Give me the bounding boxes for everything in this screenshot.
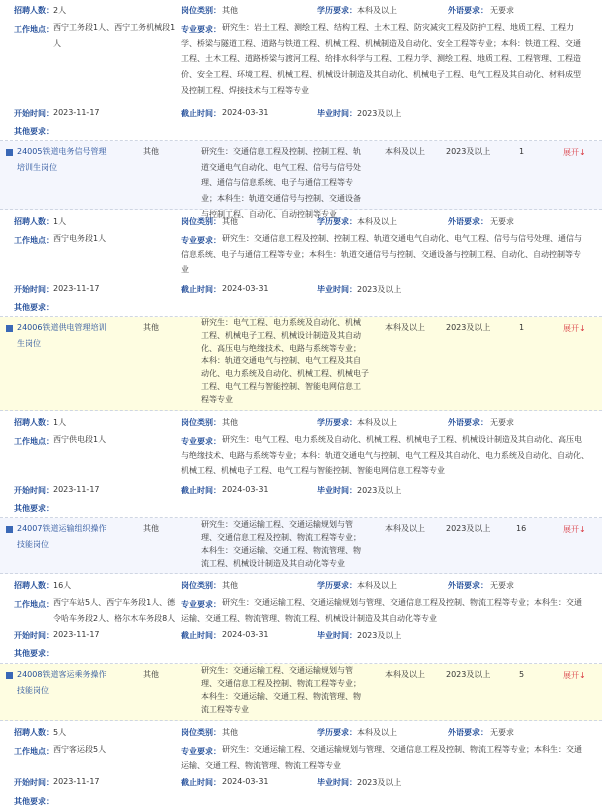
position-count: 5	[519, 670, 525, 679]
expand-button[interactable]: 展开↓	[563, 324, 586, 333]
post-category-value: 其他	[222, 217, 238, 226]
post-category-value: 其他	[222, 6, 238, 15]
hire-count-value: 1人	[53, 217, 67, 226]
work-location-label: 工作地点：	[14, 25, 54, 34]
education-value: 本科及以上	[357, 418, 397, 427]
end-time-value: 2024-03-31	[222, 777, 269, 786]
graduation-value: 2023及以上	[357, 486, 402, 495]
position-row[interactable]	[0, 317, 602, 411]
position-education: 本科及以上	[385, 670, 425, 679]
graduation-label: 毕业时间：	[317, 285, 357, 294]
post-category-label: 岗位类别：	[181, 581, 221, 590]
bullet-icon	[6, 672, 13, 679]
major-label: 专业要求：	[181, 600, 221, 609]
expand-button[interactable]: 展开↓	[563, 671, 586, 680]
foreign-language-value: 无要求	[490, 728, 514, 737]
other-label: 其他要求：	[14, 504, 54, 513]
position-name[interactable]: 24007铁道运输组织操作 技能岗位	[17, 524, 107, 549]
hire-count-label: 招聘人数：	[14, 418, 54, 427]
major-label: 专业要求：	[181, 25, 221, 34]
post-category-value: 其他	[222, 418, 238, 427]
position-category: 其他	[143, 147, 159, 156]
end-time-label: 截止时间：	[181, 486, 221, 495]
end-time-value: 2024-03-31	[222, 485, 269, 494]
position-education: 本科及以上	[385, 323, 425, 332]
hire-count-value: 1人	[53, 418, 67, 427]
education-value: 本科及以上	[357, 6, 397, 15]
position-summary: 研究生：交通运输工程、交通运输规划与管 理、交通信息工程及控制、物流工程等专业； 本科生：交通运输、交通工程、物流管理、物 流工程、机械设计制造及其自动化等专业	[201, 520, 361, 568]
education-value: 本科及以上	[357, 217, 397, 226]
work-location-label: 工作地点：	[14, 747, 54, 756]
work-location-value: 西宁车站5人、西宁车务段1人、德 令哈车务段2人、格尔木车务段8人	[53, 598, 176, 623]
major-label: 专业要求：	[181, 437, 221, 446]
education-label: 学历要求：	[317, 418, 357, 427]
education-label: 学历要求：	[317, 728, 357, 737]
position-education: 本科及以上	[385, 147, 425, 156]
foreign-language-value: 无要求	[490, 217, 514, 226]
position-category: 其他	[143, 524, 159, 533]
hire-count-value: 16人	[53, 581, 72, 590]
hire-count-value: 2人	[53, 6, 67, 15]
start-time-value: 2023-11-17	[53, 630, 100, 639]
hire-count-value: 5人	[53, 728, 67, 737]
detail-panel	[0, 574, 602, 664]
bullet-icon	[6, 526, 13, 533]
end-time-value: 2024-03-31	[222, 284, 269, 293]
position-count: 1	[519, 323, 525, 332]
hire-count-label: 招聘人数：	[14, 217, 54, 226]
graduation-value: 2023及以上	[357, 109, 402, 118]
post-category-label: 岗位类别：	[181, 418, 221, 427]
start-time-label: 开始时间：	[14, 778, 54, 787]
end-time-label: 截止时间：	[181, 631, 221, 640]
start-time-label: 开始时间：	[14, 631, 54, 640]
position-name[interactable]: 24005铁道电务信号管理 培训生岗位	[17, 147, 107, 172]
work-location-value: 西宁电务段1人	[53, 234, 107, 243]
post-category-value: 其他	[222, 728, 238, 737]
major-value: 研究生：交通运输工程、交通运输规划与管理、交通信息工程及控制、物流工程等专业；本科生：交通 运输、交通工程、物流管理、物流工程、机械设计制造及其自动化等专业	[181, 598, 582, 623]
position-summary: 研究生：电气工程、电力系统及自动化、机械 工程、机械电子工程、机械设计制造及其自动 化、高压电与绝缘技术、电路与系统等专业； 本科：轨道交通电气与控制、电气工程及其自 动化、电力系统及自动化、机械工程、机械电子 工程、电气工程与智能控制、智能电网信息工 程等专业	[201, 318, 369, 404]
education-label: 学历要求：	[317, 6, 357, 15]
graduation-label: 毕业时间：	[317, 778, 357, 787]
post-category-label: 岗位类别：	[181, 217, 221, 226]
foreign-language-value: 无要求	[490, 418, 514, 427]
other-label: 其他要求：	[14, 649, 54, 658]
position-count: 16	[516, 524, 527, 533]
position-row[interactable]	[0, 518, 602, 574]
post-category-value: 其他	[222, 581, 238, 590]
expand-button[interactable]: 展开↓	[563, 525, 586, 534]
detail-panel	[0, 411, 602, 518]
work-location-label: 工作地点：	[14, 437, 54, 446]
detail-panel	[0, 721, 602, 811]
hire-count-label: 招聘人数：	[14, 6, 54, 15]
start-time-label: 开始时间：	[14, 109, 54, 118]
start-time-label: 开始时间：	[14, 486, 54, 495]
bullet-icon	[6, 325, 13, 332]
major-value: 研究生：交通信息工程及控制、控制工程、轨道交通电气自动化、电气工程、信号与信号处理、通信与 信息系统、电子与通信工程等专业；本科生：轨道交通信号与控制、交通设备与控制工程、自动化、自动控制等专 业	[181, 234, 582, 275]
end-time-label: 截止时间：	[181, 778, 221, 787]
major-value: 研究生：交通运输工程、交通运输规划与管理、交通信息工程及控制、物流工程等专业；本科生：交通 运输、交通工程、物流管理、物流工程等专业	[181, 745, 582, 770]
foreign-language-label: 外语要求：	[448, 217, 488, 226]
position-graduation: 2023及以上	[446, 524, 491, 533]
start-time-value: 2023-11-17	[53, 284, 100, 293]
end-time-value: 2024-03-31	[222, 108, 269, 117]
education-value: 本科及以上	[357, 728, 397, 737]
other-label: 其他要求：	[14, 797, 54, 806]
graduation-value: 2023及以上	[357, 631, 402, 640]
major-value: 研究生：岩土工程、测绘工程、结构工程、土木工程、防灾减灾工程及防护工程、地质工程、工程力 学、桥梁与隧道工程、道路与铁道工程、机械工程、机械制造及自动化、安全工程等专业；本科：铁道工程、交通 工程、土木工程、道路桥梁与渡河工程、给排水科学与工程、工程力学、测绘工程、地质工程、工程管理、工程造 价、安全工程、环境工程、机械工程、机械设计制造及其自动化、机械电子工程、电气工程及其自动化、材料成型 及控制工程、焊接技术与工程等专业	[181, 23, 581, 95]
start-time-value: 2023-11-17	[53, 777, 100, 786]
start-time-value: 2023-11-17	[53, 485, 100, 494]
position-summary: 研究生：交通运输工程、交通运输规划与管 理、交通信息工程及控制、物流工程等专业； 本科生：交通运输、交通工程、物流管理、物 流工程等专业	[201, 666, 361, 714]
position-summary: 研究生：交通信息工程及控制、控制工程、轨 道交通电气自动化、电气工程、信号与信号处 理、通信与信息系统、电子与通信工程等专 业；本科生：轨道交通信号与控制、交通设备 与控制工程、自动化、自动控制等专业	[201, 147, 361, 219]
graduation-value: 2023及以上	[357, 778, 402, 787]
bullet-icon	[6, 149, 13, 156]
hire-count-label: 招聘人数：	[14, 728, 54, 737]
education-value: 本科及以上	[357, 581, 397, 590]
graduation-value: 2023及以上	[357, 285, 402, 294]
position-category: 其他	[143, 323, 159, 332]
position-graduation: 2023及以上	[446, 670, 491, 679]
other-label: 其他要求：	[14, 303, 54, 312]
foreign-language-value: 无要求	[490, 581, 514, 590]
position-row[interactable]	[0, 141, 602, 219]
end-time-label: 截止时间：	[181, 285, 221, 294]
foreign-language-label: 外语要求：	[448, 418, 488, 427]
post-category-label: 岗位类别：	[181, 728, 221, 737]
work-location-label: 工作地点：	[14, 600, 54, 609]
work-location-label: 工作地点：	[14, 236, 54, 245]
major-label: 专业要求：	[181, 236, 221, 245]
position-row[interactable]	[0, 664, 602, 721]
foreign-language-label: 外语要求：	[448, 581, 488, 590]
position-graduation: 2023及以上	[446, 147, 491, 156]
major-value: 研究生：电气工程、电力系统及自动化、机械工程、机械电子工程、机械设计制造及其自动化、高压电 与绝缘技术、电路与系统等专业；本科：轨道交通电气与控制、电气工程及其自动化、电力系统及自动化、自动化、 机械工程、机械电子工程、电气工程与智能控制、智能电网信息工程等专业	[181, 435, 589, 476]
detail-panel	[0, 210, 602, 317]
other-label: 其他要求：	[14, 127, 54, 136]
expand-button[interactable]: 展开↓	[563, 148, 586, 157]
graduation-label: 毕业时间：	[317, 631, 357, 640]
work-location-value: 西宁客运段5人	[53, 745, 107, 754]
post-category-label: 岗位类别：	[181, 6, 221, 15]
start-time-label: 开始时间：	[14, 285, 54, 294]
foreign-language-value: 无要求	[490, 6, 514, 15]
position-education: 本科及以上	[385, 524, 425, 533]
foreign-language-label: 外语要求：	[448, 6, 488, 15]
hire-count-label: 招聘人数：	[14, 581, 54, 590]
position-graduation: 2023及以上	[446, 323, 491, 332]
start-time-value: 2023-11-17	[53, 108, 100, 117]
work-location-value: 西宁工务段1人、西宁工务机械段1 人	[53, 23, 176, 48]
end-time-label: 截止时间：	[181, 109, 221, 118]
detail-panel	[0, 0, 602, 141]
position-count: 1	[519, 147, 525, 156]
work-location-value: 西宁供电段1人	[53, 435, 107, 444]
position-name[interactable]: 24006铁道供电管理培训 生岗位	[17, 323, 107, 348]
graduation-label: 毕业时间：	[317, 109, 357, 118]
education-label: 学历要求：	[317, 217, 357, 226]
foreign-language-label: 外语要求：	[448, 728, 488, 737]
graduation-label: 毕业时间：	[317, 486, 357, 495]
position-name[interactable]: 24008铁道客运乘务操作 技能岗位	[17, 670, 107, 695]
position-category: 其他	[143, 670, 159, 679]
major-label: 专业要求：	[181, 747, 221, 756]
education-label: 学历要求：	[317, 581, 357, 590]
end-time-value: 2024-03-31	[222, 630, 269, 639]
